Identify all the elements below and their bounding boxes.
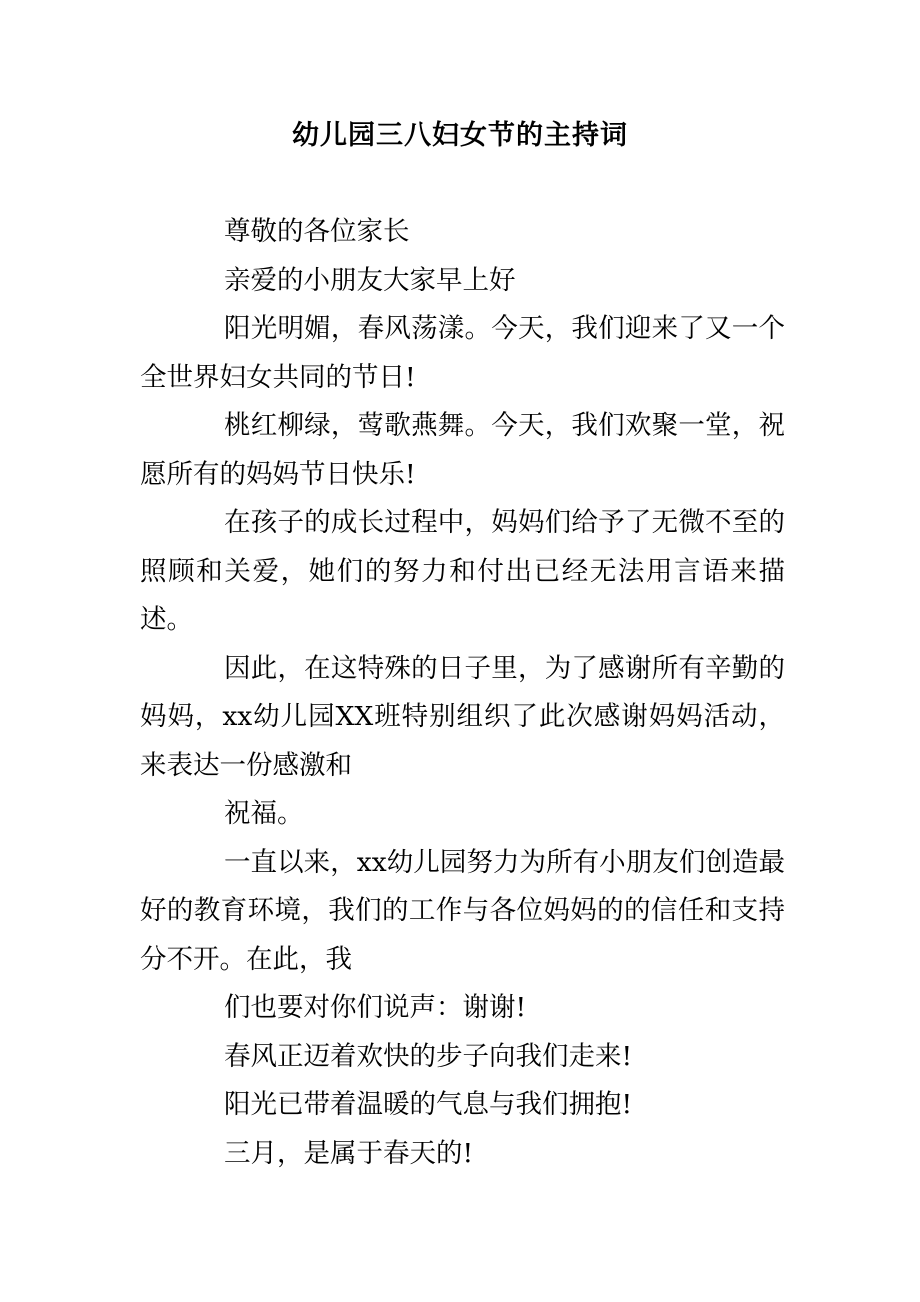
- paragraph: 春风正迈着欢快的步子向我们走来!: [224, 1040, 633, 1072]
- paragraph: 亲爱的小朋友大家早上好: [224, 264, 516, 296]
- paragraph: 桃红柳绿，莺歌燕舞。今天，我们欢聚一堂，祝愿所有的妈妈节日快乐!: [140, 410, 785, 490]
- document-body: [140, 208, 785, 1178]
- paragraph: 三月，是属于春天的!: [224, 1137, 474, 1169]
- paragraph: 因此，在这特殊的日子里，为了感谢所有辛勤的妈妈，xx幼儿园XX班特别组织了此次感谢妈妈活动，来表达一份感激和: [140, 652, 785, 781]
- paragraph: 在孩子的成长过程中，妈妈们给予了无微不至的照顾和关爱，她们的努力和付出已经无法用言语来描述。: [140, 507, 785, 635]
- paragraph: 一直以来，xx幼儿园努力为所有小朋友们创造最好的教育环境，我们的工作与各位妈妈的的信任和支持分不开。在此，我: [140, 846, 785, 975]
- paragraph: 阳光已带着温暖的气息与我们拥抱!: [224, 1089, 633, 1120]
- document-title: 幼儿园三八妇女节的主持词: [292, 120, 628, 151]
- paragraph: 们也要对你们说声：谢谢!: [224, 992, 527, 1023]
- paragraph: 祝福。: [224, 798, 304, 829]
- paragraph: 尊敬的各位家长: [224, 216, 410, 247]
- paragraph: 阳光明媚，春风荡漾。今天，我们迎来了又一个全世界妇女共同的节日!: [140, 313, 785, 393]
